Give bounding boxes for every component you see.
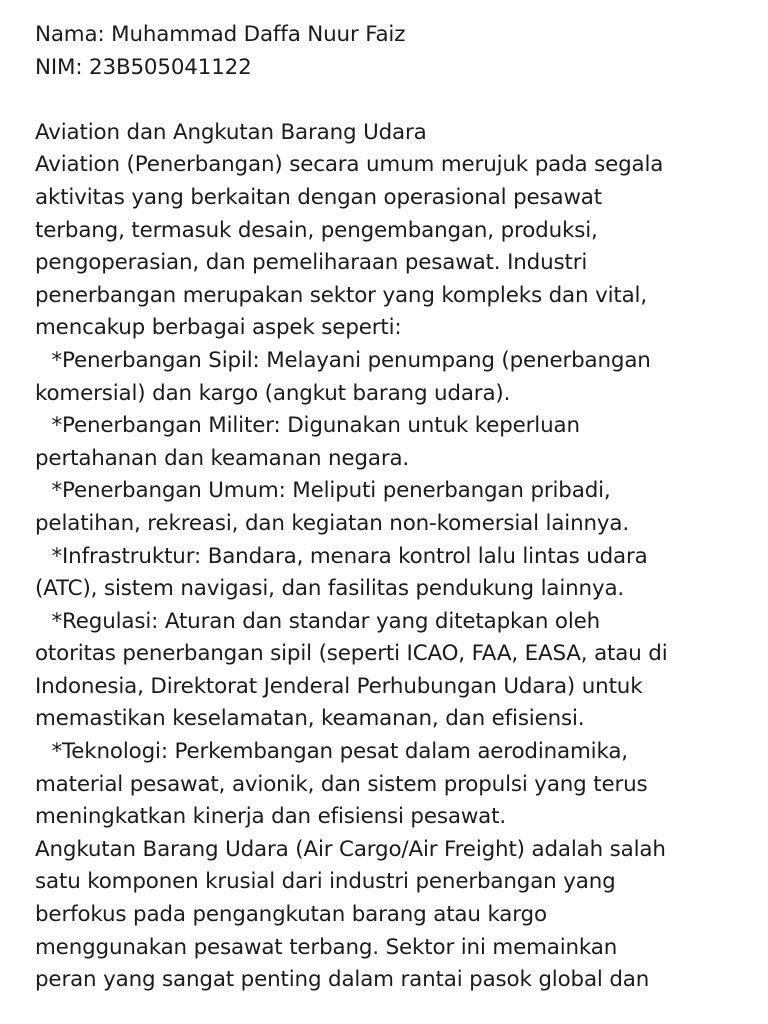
paragraph-line: pengoperasian, dan pemeliharaan pesawat. Industri [35, 250, 588, 276]
bullet-first-line [35, 541, 768, 574]
bullet-item-infrastruktur [35, 541, 768, 606]
bullet-text: Teknologi: Perkembangan pesat dalam aerodinamika, [62, 739, 628, 765]
bullet-continuation: pertahanan dan keamanan negara. [35, 445, 410, 471]
paragraph-line: peran yang sangat penting dalam rantai pasok global dan [35, 967, 650, 993]
cargo-paragraph [35, 834, 768, 997]
bullet-continuation: komersial) dan kargo (angkut barang udara). [35, 380, 511, 406]
student-name: Nama: Muhammad Daffa Nuur Faiz [35, 22, 406, 47]
paragraph-line: Angkutan Barang Udara (Air Cargo/Air Freight) adalah salah [35, 836, 666, 862]
bullet-marker: * [51, 347, 62, 373]
paragraph-line: aktivitas yang berkaitan dengan operasional pesawat [35, 184, 602, 210]
paragraph-line: berfokus pada pengangkutan barang atau kargo [35, 902, 547, 928]
bullet-first-line [35, 736, 768, 769]
bullet-marker: * [51, 608, 62, 634]
bullet-marker: * [51, 543, 62, 569]
paragraph-line: mencakup berbagai aspek seperti: [35, 315, 402, 341]
article-title: Aviation dan Angkutan Barang Udara [35, 119, 427, 145]
bullet-item-regulasi [35, 606, 768, 736]
paragraph-line: penerbangan merupakan sektor yang kompleks dan vital, [35, 282, 648, 308]
student-nim: NIM: 23B505041122 [35, 54, 252, 80]
bullet-continuation: otoritas penerbangan sipil (seperti ICAO, FAA, EASA, atau di [35, 641, 668, 667]
blank-line [35, 84, 768, 117]
bullet-text: Penerbangan Sipil: Melayani penumpang (penerbangan [62, 347, 651, 373]
bullet-first-line [35, 475, 768, 508]
bullet-text: Infrastruktur: Bandara, menara kontrol lalu lintas udara [62, 543, 648, 569]
bullet-continuation: Indonesia, Direktorat Jenderal Perhubungan Udara) untuk [35, 673, 643, 699]
bullet-first-line [35, 345, 768, 378]
bullet-text: Penerbangan Umum: Meliputi penerbangan pribadi, [62, 478, 611, 504]
bullet-item-penerbangan-umum [35, 475, 768, 540]
bullet-marker: * [51, 739, 62, 765]
bullet-continuation: (ATC), sistem navigasi, dan fasilitas pendukung lainnya. [35, 576, 625, 602]
intro-paragraph [35, 149, 768, 345]
bullet-first-line [35, 606, 768, 639]
bullet-continuation: pelatihan, rekreasi, dan kegiatan non-komersial lainnya. [35, 510, 630, 536]
bullet-item-teknologi [35, 736, 768, 834]
bullet-text: Penerbangan Militer: Digunakan untuk keperluan [62, 413, 580, 439]
paragraph-line: menggunakan pesawat terbang. Sektor ini memainkan [35, 934, 618, 960]
bullet-first-line [35, 410, 768, 443]
bullet-continuation: meningkatkan kinerja dan efisiensi pesawat. [35, 804, 507, 830]
bullet-marker: * [51, 413, 62, 439]
paragraph-line: satu komponen krusial dari industri penerbangan yang [35, 869, 616, 895]
bullet-continuation: memastikan keselamatan, keamanan, dan efisiensi. [35, 706, 585, 732]
bullet-list [35, 345, 768, 834]
bullet-item-penerbangan-sipil [35, 345, 768, 410]
bullet-marker: * [51, 478, 62, 504]
paragraph-line: Aviation (Penerbangan) secara umum merujuk pada segala [35, 152, 664, 178]
bullet-text: Regulasi: Aturan dan standar yang ditetapkan oleh [62, 608, 601, 634]
bullet-continuation: material pesawat, avionik, dan sistem propulsi yang terus [35, 771, 648, 797]
paragraph-line: terbang, termasuk desain, pengembangan, produksi, [35, 217, 598, 243]
bullet-item-penerbangan-militer [35, 410, 768, 475]
